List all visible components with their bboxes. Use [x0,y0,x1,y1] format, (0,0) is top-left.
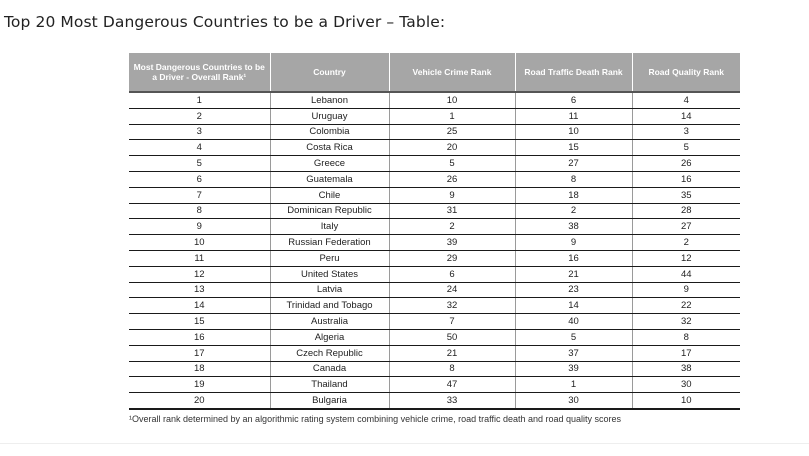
cell-road-quality-rank: 30 [632,377,740,393]
table-row [129,203,740,219]
cell-overall-rank: 10 [129,235,270,251]
cell-road-quality-rank: 26 [632,156,740,172]
rankings-table [129,53,740,410]
cell-country: Chile [270,187,389,203]
cell-overall-rank: 2 [129,108,270,124]
table-row [129,329,740,345]
cell-road-traffic-death-rank: 5 [515,329,632,345]
cell-vehicle-crime-rank: 8 [389,361,515,377]
cell-road-traffic-death-rank: 18 [515,187,632,203]
cell-overall-rank: 13 [129,282,270,298]
table-row [129,156,740,172]
table-row [129,314,740,330]
cell-overall-rank: 7 [129,187,270,203]
cell-vehicle-crime-rank: 24 [389,282,515,298]
cell-road-traffic-death-rank: 40 [515,314,632,330]
cell-overall-rank: 4 [129,140,270,156]
cell-country: Colombia [270,124,389,140]
table-header [129,53,740,92]
table-row [129,92,740,108]
cell-country: Costa Rica [270,140,389,156]
cell-road-quality-rank: 3 [632,124,740,140]
cell-road-quality-rank: 35 [632,187,740,203]
cell-vehicle-crime-rank: 7 [389,314,515,330]
cell-overall-rank: 14 [129,298,270,314]
cell-overall-rank: 11 [129,250,270,266]
cell-country: Greece [270,156,389,172]
table-row [129,187,740,203]
cell-country: Czech Republic [270,345,389,361]
cell-vehicle-crime-rank: 47 [389,377,515,393]
header-vehicle-crime-rank: Vehicle Crime Rank [389,53,515,92]
table-row [129,345,740,361]
table-row [129,171,740,187]
cell-road-traffic-death-rank: 8 [515,171,632,187]
table-row [129,108,740,124]
cell-overall-rank: 8 [129,203,270,219]
cell-vehicle-crime-rank: 32 [389,298,515,314]
cell-road-quality-rank: 17 [632,345,740,361]
cell-overall-rank: 12 [129,266,270,282]
cell-overall-rank: 17 [129,345,270,361]
cell-vehicle-crime-rank: 5 [389,156,515,172]
table-body [129,92,740,409]
page-heading: Top 20 Most Dangerous Countries to be a Driver – Table: [4,13,446,31]
cell-vehicle-crime-rank: 1 [389,108,515,124]
cell-vehicle-crime-rank: 39 [389,235,515,251]
cell-overall-rank: 20 [129,393,270,409]
table-header-row [129,53,740,92]
header-road-quality-rank: Road Quality Rank [632,53,740,92]
cell-road-quality-rank: 14 [632,108,740,124]
cell-country: Uruguay [270,108,389,124]
cell-road-quality-rank: 27 [632,219,740,235]
cell-road-traffic-death-rank: 1 [515,377,632,393]
cell-vehicle-crime-rank: 10 [389,92,515,108]
cell-overall-rank: 9 [129,219,270,235]
cell-country: Thailand [270,377,389,393]
cell-country: Algeria [270,329,389,345]
cell-vehicle-crime-rank: 2 [389,219,515,235]
cell-overall-rank: 1 [129,92,270,108]
cell-vehicle-crime-rank: 31 [389,203,515,219]
header-road-traffic-death-rank: Road Traffic Death Rank [515,53,632,92]
table-row [129,219,740,235]
cell-overall-rank: 19 [129,377,270,393]
cell-vehicle-crime-rank: 21 [389,345,515,361]
cell-road-quality-rank: 8 [632,329,740,345]
cell-vehicle-crime-rank: 25 [389,124,515,140]
cell-country: Canada [270,361,389,377]
cell-country: Latvia [270,282,389,298]
cell-vehicle-crime-rank: 33 [389,393,515,409]
cell-overall-rank: 5 [129,156,270,172]
cell-vehicle-crime-rank: 50 [389,329,515,345]
cell-road-quality-rank: 5 [632,140,740,156]
cell-road-quality-rank: 38 [632,361,740,377]
divider [0,443,809,444]
cell-vehicle-crime-rank: 6 [389,266,515,282]
table-row [129,377,740,393]
cell-road-traffic-death-rank: 10 [515,124,632,140]
table-row [129,124,740,140]
header-country: Country [270,53,389,92]
rankings-table-container [129,53,740,410]
table-row [129,266,740,282]
cell-country: Russian Federation [270,235,389,251]
table-row [129,393,740,409]
table-row [129,140,740,156]
cell-vehicle-crime-rank: 26 [389,171,515,187]
cell-overall-rank: 16 [129,329,270,345]
cell-road-traffic-death-rank: 38 [515,219,632,235]
cell-country: Bulgaria [270,393,389,409]
cell-road-quality-rank: 4 [632,92,740,108]
cell-vehicle-crime-rank: 29 [389,250,515,266]
table-row [129,298,740,314]
cell-overall-rank: 3 [129,124,270,140]
cell-road-traffic-death-rank: 21 [515,266,632,282]
table-row [129,235,740,251]
table-footnote: ¹Overall rank determined by an algorithmic rating system combining vehicle crime, road traffic death and road quality scores [129,414,622,424]
cell-road-traffic-death-rank: 14 [515,298,632,314]
cell-road-quality-rank: 2 [632,235,740,251]
cell-road-traffic-death-rank: 11 [515,108,632,124]
cell-road-traffic-death-rank: 2 [515,203,632,219]
cell-road-traffic-death-rank: 6 [515,92,632,108]
cell-country: Italy [270,219,389,235]
table-row [129,361,740,377]
cell-road-traffic-death-rank: 39 [515,361,632,377]
header-overall-rank: Most Dangerous Countries to be a Driver - Overall Rank¹ [129,53,270,92]
cell-road-traffic-death-rank: 27 [515,156,632,172]
cell-road-traffic-death-rank: 30 [515,393,632,409]
cell-road-quality-rank: 9 [632,282,740,298]
cell-road-quality-rank: 44 [632,266,740,282]
cell-road-quality-rank: 28 [632,203,740,219]
cell-country: United States [270,266,389,282]
cell-country: Dominican Republic [270,203,389,219]
cell-country: Peru [270,250,389,266]
table-row [129,282,740,298]
cell-road-traffic-death-rank: 9 [515,235,632,251]
cell-road-traffic-death-rank: 23 [515,282,632,298]
cell-road-quality-rank: 12 [632,250,740,266]
cell-road-quality-rank: 22 [632,298,740,314]
table-row [129,250,740,266]
cell-country: Lebanon [270,92,389,108]
cell-country: Guatemala [270,171,389,187]
cell-road-quality-rank: 32 [632,314,740,330]
cell-country: Trinidad and Tobago [270,298,389,314]
cell-road-quality-rank: 10 [632,393,740,409]
cell-vehicle-crime-rank: 9 [389,187,515,203]
cell-road-quality-rank: 16 [632,171,740,187]
cell-road-traffic-death-rank: 37 [515,345,632,361]
cell-overall-rank: 6 [129,171,270,187]
cell-road-traffic-death-rank: 16 [515,250,632,266]
cell-country: Australia [270,314,389,330]
cell-road-traffic-death-rank: 15 [515,140,632,156]
cell-vehicle-crime-rank: 20 [389,140,515,156]
cell-overall-rank: 15 [129,314,270,330]
cell-overall-rank: 18 [129,361,270,377]
